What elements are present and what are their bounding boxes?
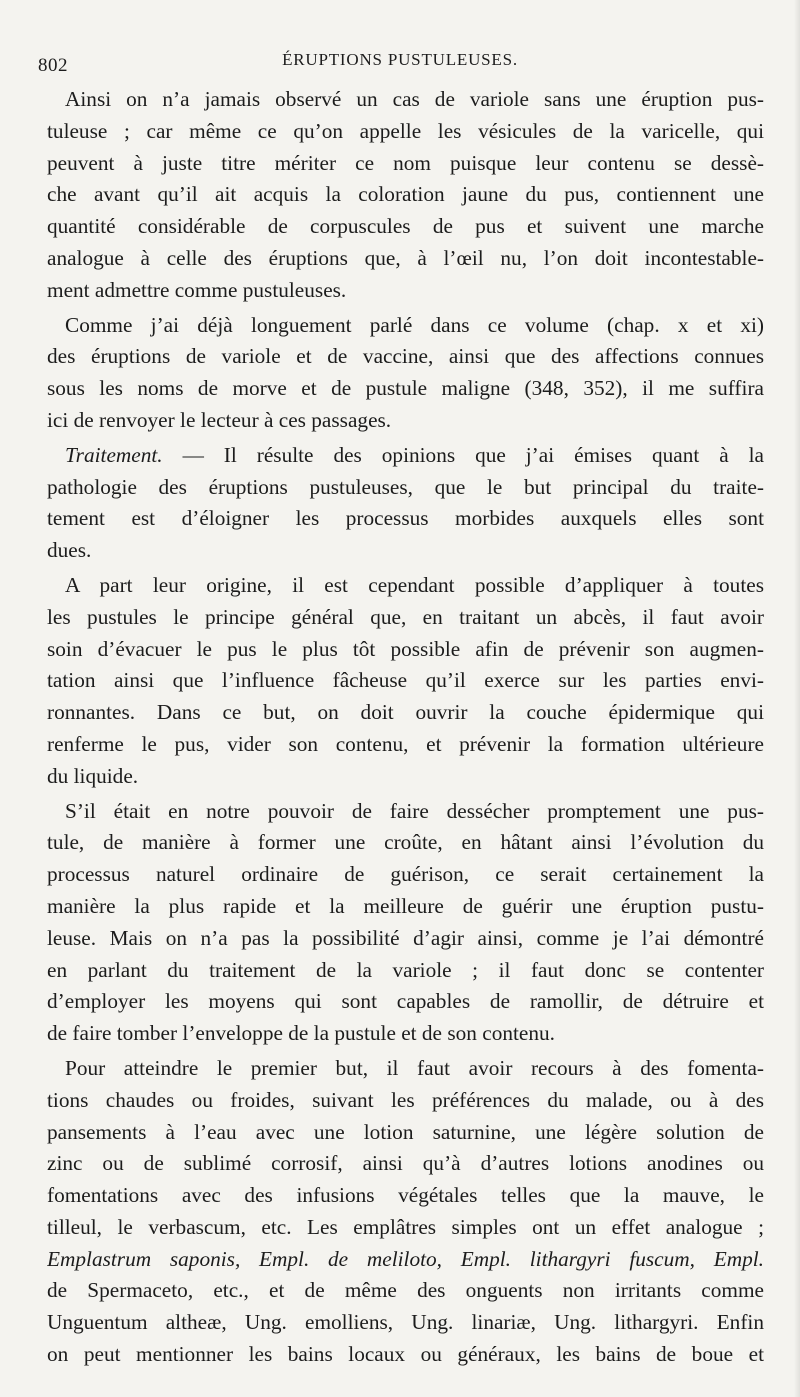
text-line: ment admettre comme pustuleuses. (47, 277, 347, 302)
text-line: che avant qu’il ait acquis la coloration jaune du pus, contiennent une (47, 182, 764, 207)
paragraph-pustules (47, 570, 764, 793)
text-line: renferme le pus, vider son contenu, et prévenir la formation ultérieure (47, 731, 764, 756)
text-line: d’employer les moyens qui sont capables de ramollir, de détruire et (47, 989, 764, 1014)
running-title: ÉRUPTIONS PUSTULEUSES. (282, 50, 518, 69)
text-line: du liquide. (47, 763, 139, 788)
text-line: de faire tomber l’enveloppe de la pustule et de son contenu. (47, 1021, 555, 1046)
text-line: tions chaudes ou froides, suivant les préférences du malade, ou à des (47, 1087, 764, 1112)
text-line: manière la plus rapide et la meilleure de guérir une éruption pustu- (47, 893, 764, 918)
text-line: leuse. Mais on n’a pas la possibilité d’agir ainsi, comme je l’ai démontré (47, 925, 764, 950)
paragraph-traitement (47, 440, 764, 567)
text-line: processus naturel ordinaire de guérison, ce serait certainement la (47, 862, 764, 887)
text-line: analogue à celle des éruptions que, à l’œil nu, l’on doit incontestable- (47, 245, 764, 270)
text-line: peuvent à juste titre mériter ce nom puisque leur contenu se dessè- (47, 150, 764, 175)
page-body (47, 84, 764, 1374)
text-line: en parlant du traitement de la variole ; il faut donc se contenter (47, 957, 764, 982)
text-line: S’il était en notre pouvoir de faire dessécher promptement une pus- (65, 798, 764, 823)
text-line (47, 440, 764, 472)
text-line: fomentations avec des infusions végétales telles que la mauve, le (47, 1183, 764, 1208)
text-line: pansements à l’eau avec une lotion saturnine, une légère solution de (47, 1119, 764, 1144)
text-line: Pour atteindre le premier but, il faut avoir recours à des fomenta- (65, 1055, 764, 1080)
text-line: ronnantes. Dans ce but, on doit ouvrir la couche épidermique qui (47, 700, 764, 725)
text-run: — Il résulte des opinions que j’ai émises quant à la (162, 442, 764, 467)
text-line: tule, de manière à former une croûte, en hâtant ainsi l’évolution du (47, 830, 764, 855)
text-line: dues. (47, 538, 92, 563)
text-line: des éruptions de variole et de vaccine, ainsi que des affections connues (47, 344, 764, 369)
text-line: tilleul, le verbascum, etc. Les emplâtres simples ont un effet analogue ; (47, 1214, 764, 1239)
paragraph-fomentations (47, 1053, 764, 1371)
text-line: zinc ou de sublimé corrosif, ainsi qu’à d’autres lotions anodines ou (47, 1151, 764, 1176)
paragraph-renvoi (47, 310, 764, 437)
text-line: Ainsi on n’a jamais observé un cas de variole sans une éruption pus- (65, 87, 764, 111)
text-line: pathologie des éruptions pustuleuses, que le but principal du traite- (47, 474, 764, 499)
text-line: on peut mentionner les bains locaux ou généraux, les bains de boue et (47, 1342, 764, 1367)
text-line: Unguentum altheæ, Ung. emolliens, Ung. linariæ, Ung. lithargyri. Enfin (47, 1310, 764, 1335)
text-line: tuleuse ; car même ce qu’on appelle les vésicules de la varicelle, qui (47, 118, 764, 143)
paragraph-dessecher (47, 796, 764, 1050)
text-line: sous les noms de morve et de pustule maligne (348, 352), il me suffira (47, 376, 764, 401)
text-line: tement est d’éloigner les processus morbides auxquels elles sont (47, 506, 764, 531)
text-line: de Spermaceto, etc., et de même des onguents non irritants comme (47, 1278, 764, 1303)
text-line: ici de renvoyer le lecteur à ces passages. (47, 407, 392, 432)
section-lead: Traitement. (65, 442, 163, 467)
paragraph-variole (47, 84, 764, 307)
page-number: 802 (38, 55, 68, 76)
text-line: A part leur origine, il est cependant possible d’appliquer à toutes (65, 572, 764, 597)
text-line: les pustules le principe général que, en traitant un abcès, il faut avoir (47, 604, 764, 629)
text-line: Comme j’ai déjà longuement parlé dans ce volume (chap. x et xi) (65, 312, 764, 337)
page-edge-shadow (794, 0, 800, 1397)
text-line: Emplastrum saponis, Empl. de meliloto, Empl. lithargyri fuscum, Empl. (47, 1246, 764, 1271)
text-line: tation ainsi que l’influence fâcheuse qu’il exerce sur les parties envi- (47, 668, 764, 693)
text-line: quantité considérable de corpuscules de pus et suivent une marche (47, 214, 764, 239)
text-line: soin d’évacuer le pus le plus tôt possible afin de prévenir son augmen- (47, 636, 764, 661)
